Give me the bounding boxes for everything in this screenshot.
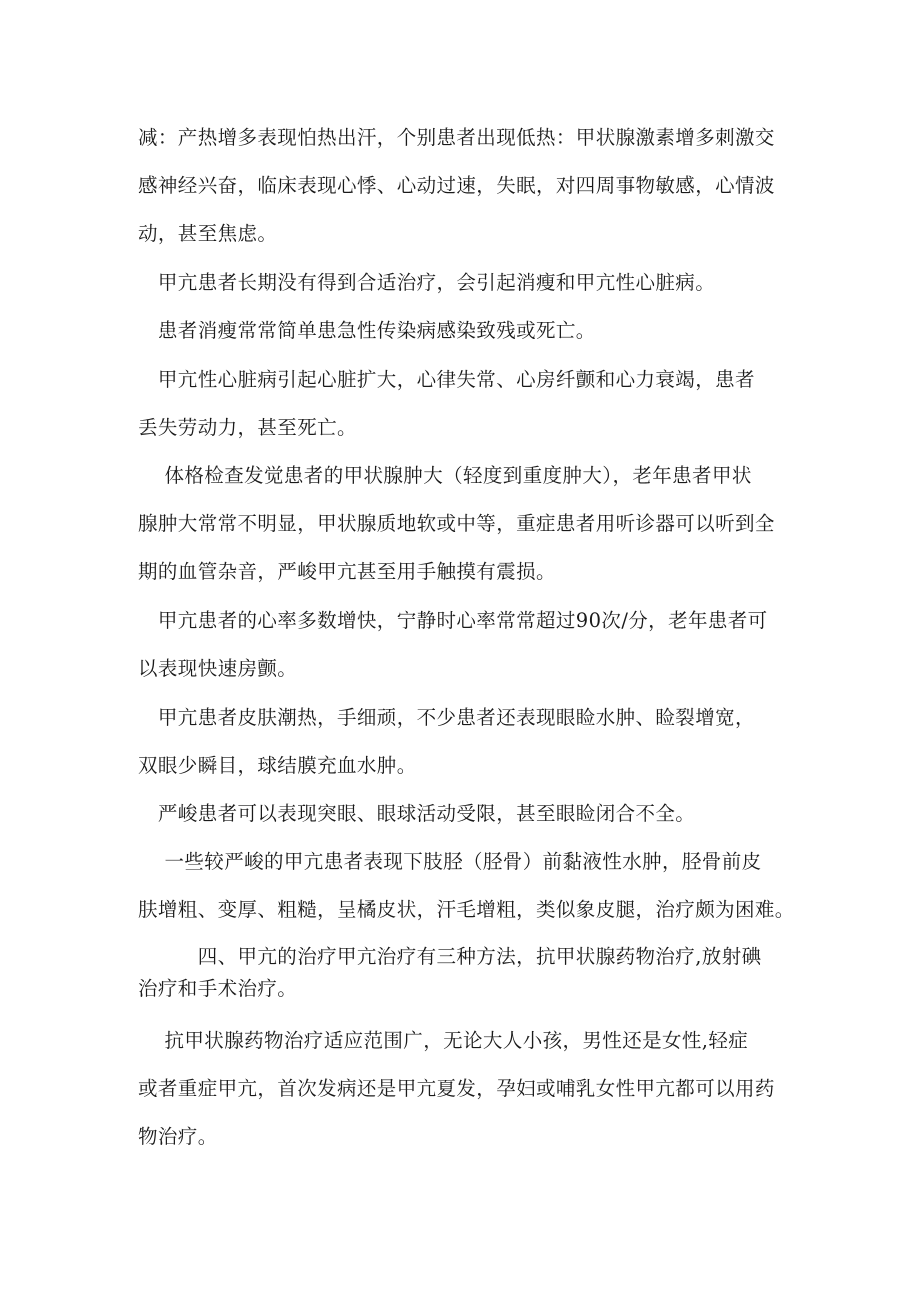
text-line: 体格检查发觉患者的甲状腺肿大（轻度到重度肿大），老年患者甲状	[138, 464, 752, 487]
text-line: 期的血管杂音，严峻甲亢甚至用手触摸有震损。	[138, 560, 556, 583]
text-line: 治疗和手术治疗。	[138, 977, 298, 1000]
text-line: 四、甲亢的治疗甲亢治疗有三种方法，抗甲状腺药物治疗,放射碘	[138, 945, 762, 968]
text-line: 感神经兴奋，临床表现心悸、心动过速，失眠，对四周事物敏感，心情波	[138, 174, 775, 197]
paragraph-skin-eyes	[138, 694, 798, 790]
text-line: 减：产热增多表现怕热出汗，个别患者出现低热：甲状腺激素增多刺激交	[138, 126, 775, 149]
paragraph-myxedema	[138, 838, 798, 934]
paragraph-symptoms-metabolism	[138, 114, 798, 258]
paragraph-heart-rate	[138, 597, 798, 693]
text-line: 丢失劳动力，甚至死亡。	[138, 416, 357, 439]
text-line: 甲亢患者长期没有得到合适治疗，会引起消瘦和甲亢性心脏病。	[138, 271, 716, 294]
text-line: 动，甚至焦虑。	[138, 222, 278, 245]
text-line: 甲亢性心脏病引起心脏扩大，心律失常、心房纤颤和心力衰竭，患者	[138, 368, 755, 391]
text-line: 物治疗。	[138, 1125, 218, 1148]
paragraph-drug-treatment	[138, 1017, 798, 1161]
text-line: 或者重症甲亢，首次发病还是甲亢夏发，孕妇或哺乳女性甲亢都可以用药	[138, 1077, 775, 1100]
paragraph-treatment-heading	[138, 941, 798, 1005]
paragraph-long-term-effects	[138, 259, 798, 307]
text-line: 抗甲状腺药物治疗适应范围广，无论大人小孩，男性还是女性,轻症	[138, 1029, 749, 1052]
paragraph-heart-disease	[138, 356, 798, 452]
text-line: 严峻患者可以表现突眼、眼球活动受限，甚至眼睑闭合不全。	[138, 802, 696, 825]
text-line: 甲亢患者的心率多数增快，宁静时心率常常超过90次/分，老年患者可	[138, 609, 768, 632]
paragraph-emaciation	[138, 307, 798, 355]
text-line: 一些较严峻的甲亢患者表现下肢胫（胫骨）前黏液性水肿，胫骨前皮	[138, 850, 762, 873]
paragraph-physical-exam	[138, 452, 798, 596]
text-line: 双眼少瞬目，球结膜充血水肿。	[138, 754, 417, 777]
text-line: 以表现快速房颤。	[138, 657, 298, 680]
text-line: 腺肿大常常不明显，甲状腺质地软或中等，重症患者用听诊器可以听到全	[138, 512, 775, 535]
text-line: 肤增粗、变厚、粗糙，呈橘皮状，汗毛增粗，类似象皮腿，治疗颇为困难。	[138, 898, 795, 921]
text-line: 甲亢患者皮肤潮热，手细顽，不少患者还表现眼睑水肿、睑裂增宽，	[138, 706, 755, 729]
text-line: 患者消瘦常常简单患急性传染病感染致残或死亡。	[138, 319, 596, 342]
paragraph-exophthalmos	[138, 790, 798, 838]
